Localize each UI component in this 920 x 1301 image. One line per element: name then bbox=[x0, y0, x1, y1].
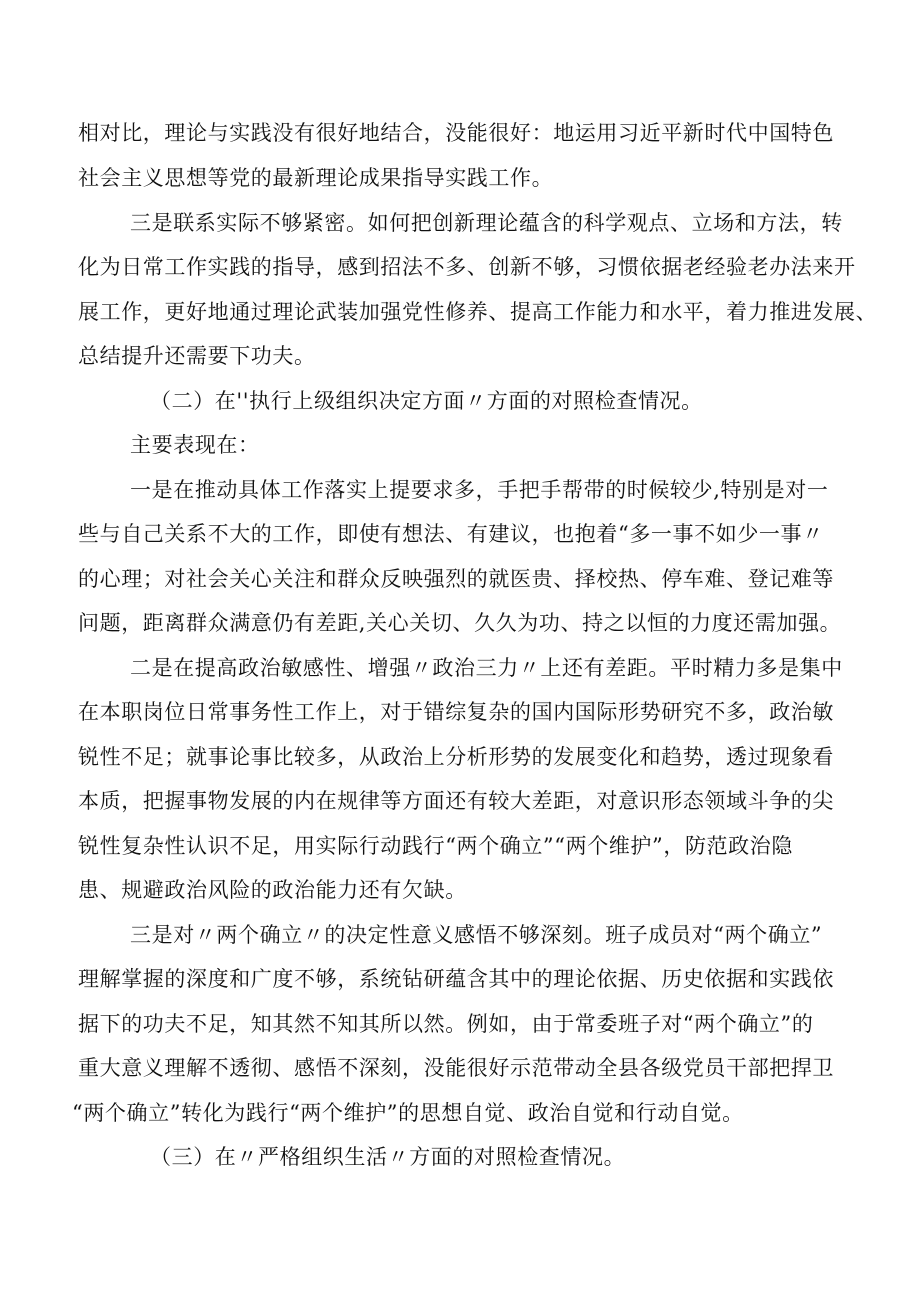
text-line: 展工作，更好地通过理论武装加强党性修养、提高工作能力和水平，着力推进发展、 bbox=[78, 300, 878, 324]
text-line: “两个确立”转化为践行“两个维护”的思想自觉、政治自觉和行动自觉。 bbox=[72, 1101, 744, 1125]
text-line: 本质，把握事物发展的内在规律等方面还有较大差距，对意识形态领域斗争的尖 bbox=[78, 789, 834, 813]
text-line: 在本职岗位日常事务性工作上，对于错综复杂的国内国际形势研究不多，政治敏 bbox=[78, 700, 834, 724]
text-line: 三是联系实际不够紧密。如何把创新理论蕴含的科学观点、立场和方法，转 bbox=[130, 211, 843, 235]
text-line: 三是对〃两个确立〃的决定性意义感悟不够深刻。班子成员对“两个确立” bbox=[130, 923, 823, 947]
text-line: 化为日常工作实践的指导，感到招法不多、创新不够，习惯依据老经验老办法来开 bbox=[78, 255, 856, 279]
text-line: 锐性复杂性认识不足，用实际行动践行“两个确立”“两个维护”，防范政治隐 bbox=[78, 834, 793, 858]
text-line: 锐性不足；就事论事比较多，从政治上分析形势的发展变化和趋势，透过现象看 bbox=[78, 745, 834, 769]
text-line: 主要表现在： bbox=[130, 433, 260, 457]
section-heading: （三）在〃严格组织生活〃方面的对照检查情况。 bbox=[150, 1145, 626, 1169]
text-line: 社会主义思想等党的最新理论成果指导实践工作。 bbox=[78, 166, 554, 190]
text-line: 相对比，理论与实践没有很好地结合，没能很好：地运用习近平新时代中国特色 bbox=[78, 121, 834, 145]
text-line: 患、规避政治风险的政治能力还有欠缺。 bbox=[78, 878, 467, 902]
text-line: 一是在推动具体工作落实上提要求多，手把手帮带的时候较少,特别是对一 bbox=[130, 478, 829, 502]
text-line: 据下的功夫不足，知其然不知其所以然。例如，由于常委班子对“两个确立”的 bbox=[78, 1012, 814, 1036]
text-line: 总结提升还需要下功夫。 bbox=[78, 344, 316, 368]
text-line: 重大意义理解不透彻、感悟不深刻，没能很好示范带动全县各级党员干部把捍卫 bbox=[78, 1056, 834, 1080]
text-line: 些与自己关系不大的工作，即使有想法、有建议，也抱着“多一事不如少一事〃 bbox=[78, 522, 824, 546]
text-line: 理解掌握的深度和广度不够，系统钻研蕴含其中的理论依据、历史依据和实践依 bbox=[78, 967, 834, 991]
section-heading: （二）在''执行上级组织决定方面〃方面的对照检查情况。 bbox=[150, 389, 703, 413]
text-line: 的心理；对社会关心关注和群众反映强烈的就医贵、择校热、停车难、登记难等 bbox=[78, 567, 834, 591]
text-line: 二是在提高政治敏感性、增强〃政治三力〃上还有差距。平时精力多是集中 bbox=[130, 656, 843, 680]
text-line: 问题，距离群众满意仍有差距,关心关切、久久为功、持之以恒的力度还需加强。 bbox=[78, 611, 842, 635]
